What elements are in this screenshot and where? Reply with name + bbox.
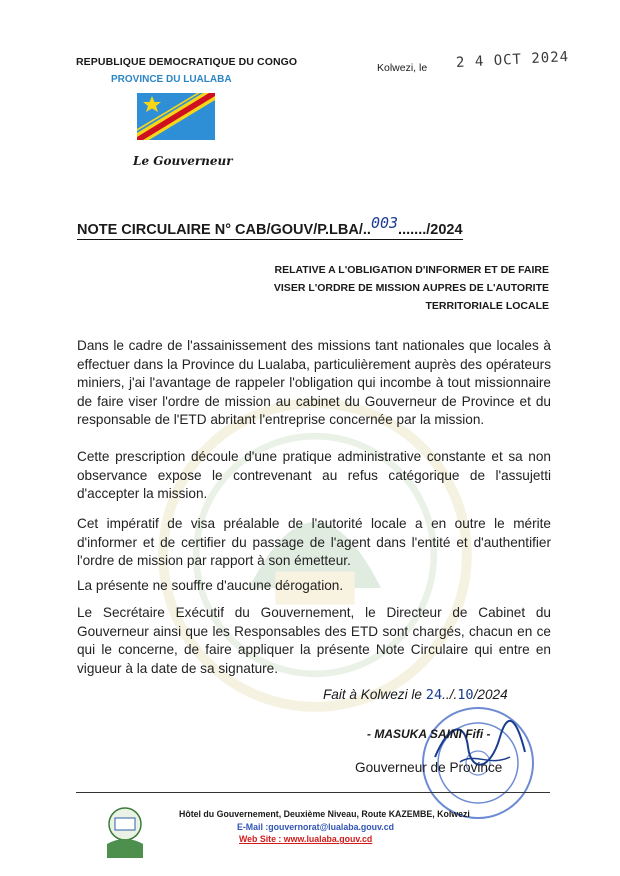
- note-title-dots-before: ..: [362, 222, 371, 238]
- note-title-prefix: NOTE CIRCULAIRE N° CAB/GOUV/P.LBA/: [77, 222, 363, 238]
- note-title-dots-after: .......: [398, 222, 427, 238]
- paragraph-4: La présente ne souffre d'aucune dérogation.: [77, 578, 344, 593]
- footer-address: Hôtel du Gouvernement, Deuxième Niveau, Route KAZEMBE, Kolwezi: [179, 809, 470, 819]
- province-logo: [103, 804, 147, 860]
- republic-heading: REPUBLIQUE DEMOCRATIQUE DU CONGO: [76, 56, 298, 68]
- paragraph-1: Dans le cadre de l'assainissement des missions tant nationales que locales à effectuer dans la Province du Lualaba, particulièrement auprès des opérateurs miniers, j'ai l'avantage de rappeler l'obligation qui incombe à tout missionnaire de faire viser l'ordre de mission au cabinet du Gouverneur de Province et du responsable de l'ETD abritant l'entreprise concernée par la mission.: [77, 338, 551, 427]
- office-title: Le Gouverneur: [133, 154, 233, 168]
- note-subject: RELATIVE A L'OBLIGATION D'INFORMER ET DE FAIRE VISER L'ORDRE DE MISSION AUPRES DE L'AUTORITE TERRITORIALE LOCALE: [273, 264, 549, 312]
- province-heading: PROVINCE DU LUALABA: [111, 74, 232, 85]
- paragraph-3: Cet impératif de visa préalable de l'autorité locale a en outre le mérite d'informer et de certifier du passage de l'agent dans l'entité et d'authentifier l'ordre de mission par rapport à son émetteur.: [77, 516, 551, 568]
- footer-email[interactable]: E-Mail :gouvernorat@lualaba.gouv.cd: [237, 822, 395, 832]
- fait-prefix: Fait à Kolwezi le: [323, 687, 422, 702]
- fait-suffix: /2024: [473, 687, 508, 702]
- note-title-suffix: /2024: [426, 222, 463, 238]
- paragraph-2: Cette prescription découle d'une pratique administrative constante et sa non observance expose le contrevenant au refus catégorique de l'assujetti d'accepter la mission.: [77, 449, 551, 501]
- signatory-name: - MASUKA SAINI Fifi -: [367, 727, 491, 741]
- hand-day: 24: [425, 687, 443, 703]
- drc-flag: [137, 93, 215, 140]
- hand-month: 10: [457, 687, 474, 703]
- handwritten-number: 003: [370, 214, 399, 232]
- note-title: [77, 214, 463, 238]
- signature-date: Fait à Kolwezi le 24../.10/2024: [323, 687, 508, 703]
- paragraph-5: Le Secrétaire Exécutif du Gouvernement, le Directeur de Cabinet du Gouverneur ainsi que les Responsables des ETD sont chargés, chacun en ce qui le concerne, de faire appliquer la présente Note Circulaire qui entre en vigueur à la date de sa signature.: [77, 605, 551, 676]
- footer-website[interactable]: Web Site : www.lualaba.gouv.cd: [239, 834, 373, 844]
- title-underline: [77, 239, 463, 241]
- signatory-title: Gouverneur de Province: [355, 760, 503, 775]
- date-stamp: 2 4 OCT 2024: [455, 49, 570, 71]
- footer-divider: [76, 792, 550, 793]
- place-prefix: Kolwezi, le: [377, 62, 428, 74]
